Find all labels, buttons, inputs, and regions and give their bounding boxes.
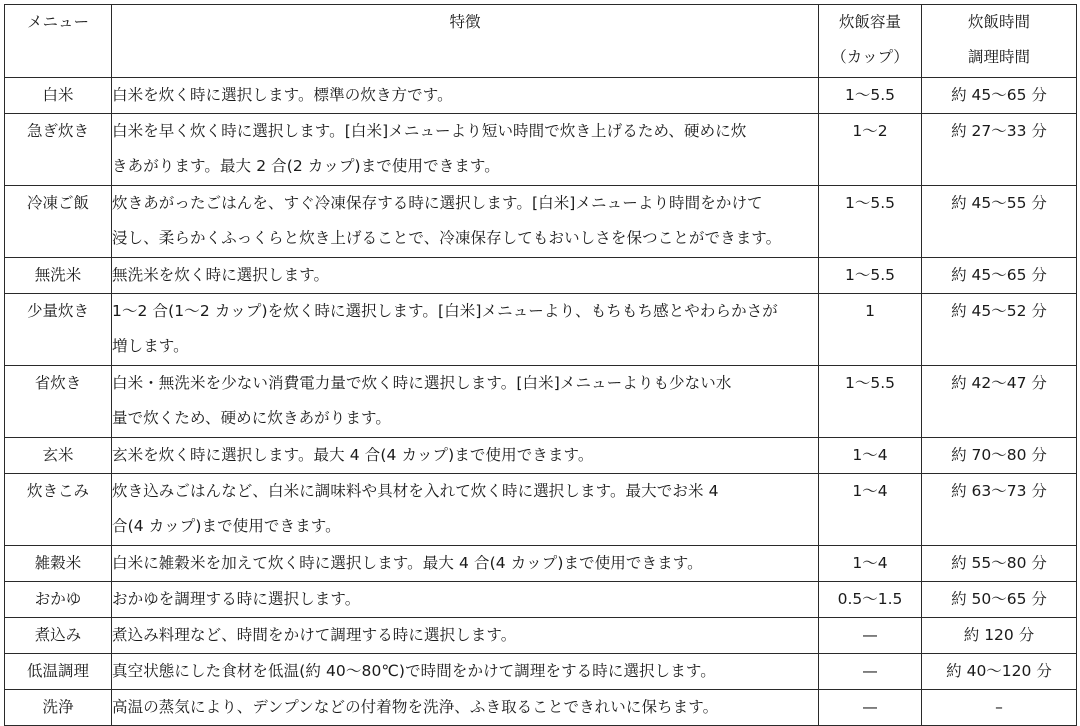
menu-feature: [112, 258, 819, 294]
header-time: [922, 5, 1077, 78]
menu-capacity: 1～5.5: [819, 258, 922, 294]
feature-line: 量で炊くため、硬めに炊きあがります。: [112, 409, 391, 427]
menu-time: 約 42～47 分: [922, 366, 1077, 438]
menu-feature: [112, 366, 819, 438]
menu-capacity: 1: [819, 294, 922, 366]
header-time-line2: 調理時間: [967, 48, 1030, 66]
menu-feature: [112, 186, 819, 258]
feature-line: きあがります。最大 2 合(2 カップ)まで使用できます。: [112, 157, 500, 175]
menu-time: 約 45～55 分: [922, 186, 1077, 258]
header-feature-label: 特徴: [449, 13, 481, 31]
menu-capacity: 1～4: [819, 546, 922, 582]
header-feature: [112, 5, 819, 78]
table-row: [5, 114, 1077, 186]
feature-line: 白米を炊く時に選択します。標準の炊き方です。: [112, 86, 453, 104]
feature-line: 増します。: [112, 337, 189, 355]
menu-name: 少量炊き: [5, 294, 112, 366]
menu-feature: [112, 582, 819, 618]
menu-feature: [112, 654, 819, 690]
menu-time: –: [922, 690, 1077, 726]
menu-capacity: 1～2: [819, 114, 922, 186]
menu-time: 約 40～120 分: [922, 654, 1077, 690]
menu-feature: [112, 78, 819, 114]
menu-capacity: —: [819, 618, 922, 654]
feature-line: 真空状態にした食材を低温(約 40～80℃)で時間をかけて調理をする時に選択します。: [112, 662, 716, 680]
menu-feature: [112, 438, 819, 474]
menu-feature: [112, 114, 819, 186]
header-menu-label: メニュー: [26, 13, 89, 31]
menu-name: 冷凍ご飯: [5, 186, 112, 258]
feature-line: 煮込み料理など、時間をかけて調理する時に選択します。: [112, 626, 517, 644]
menu-feature: [112, 690, 819, 726]
feature-line: 無洗米を炊く時に選択します。: [112, 266, 330, 284]
menu-name: 白米: [5, 78, 112, 114]
table-row: [5, 618, 1077, 654]
table-row: [5, 366, 1077, 438]
table-row: [5, 546, 1077, 582]
header-time-line1: 炊飯時間: [967, 13, 1030, 31]
feature-line: 炊き込みごはんなど、白米に調味料や具材を入れて炊く時に選択します。最大でお米 4: [112, 482, 719, 500]
menu-capacity: 1～4: [819, 474, 922, 546]
feature-line: 合(4 カップ)まで使用できます。: [112, 517, 341, 535]
table-row: [5, 438, 1077, 474]
menu-time: 約 50～65 分: [922, 582, 1077, 618]
menu-time: 約 27～33 分: [922, 114, 1077, 186]
header-capacity-line1: 炊飯容量: [838, 13, 901, 31]
menu-time: 約 70～80 分: [922, 438, 1077, 474]
menu-time: 約 45～65 分: [922, 258, 1077, 294]
header-menu: [5, 5, 112, 78]
menu-feature: [112, 546, 819, 582]
table-row: [5, 654, 1077, 690]
menu-feature: [112, 618, 819, 654]
menu-name: 雑穀米: [5, 546, 112, 582]
menu-capacity: 1～5.5: [819, 366, 922, 438]
menu-name: 煮込み: [5, 618, 112, 654]
header-row: [5, 5, 1077, 78]
menu-capacity: —: [819, 654, 922, 690]
feature-line: 白米・無洗米を少ない消費電力量で炊く時に選択します。[白米]メニューよりも少ない水: [112, 374, 732, 392]
feature-line: 1～2 合(1～2 カップ)を炊く時に選択します。[白米]メニューより、もちもち感とやわらかさが: [112, 302, 778, 320]
menu-time: 約 63～73 分: [922, 474, 1077, 546]
cooking-menu-table: [4, 4, 1077, 726]
menu-time: 約 55～80 分: [922, 546, 1077, 582]
menu-name: おかゆ: [5, 582, 112, 618]
menu-capacity: 1～5.5: [819, 186, 922, 258]
menu-capacity: 1～5.5: [819, 78, 922, 114]
menu-name: 省炊き: [5, 366, 112, 438]
menu-time: 約 45～65 分: [922, 78, 1077, 114]
menu-capacity: 0.5～1.5: [819, 582, 922, 618]
menu-capacity: 1～4: [819, 438, 922, 474]
table-row: [5, 582, 1077, 618]
menu-time: 約 45～52 分: [922, 294, 1077, 366]
table-row: [5, 690, 1077, 726]
table-row: [5, 258, 1077, 294]
menu-name: 無洗米: [5, 258, 112, 294]
table-row: [5, 78, 1077, 114]
menu-feature: [112, 474, 819, 546]
feature-line: 浸し、柔らかくふっくらと炊き上げることで、冷凍保存してもおいしさを保つことができます。: [112, 229, 782, 247]
menu-name: 低温調理: [5, 654, 112, 690]
menu-name: 炊きこみ: [5, 474, 112, 546]
header-capacity-line2: （カップ）: [831, 48, 909, 66]
feature-line: 炊きあがったごはんを、すぐ冷凍保存する時に選択します。[白米]メニューより時間をかけて: [112, 194, 763, 212]
menu-time: 約 120 分: [922, 618, 1077, 654]
feature-line: 白米に雑穀米を加えて炊く時に選択します。最大 4 合(4 カップ)まで使用できます。: [112, 554, 703, 572]
feature-line: 玄米を炊く時に選択します。最大 4 合(4 カップ)まで使用できます。: [112, 446, 594, 464]
menu-capacity: —: [819, 690, 922, 726]
menu-name: 洗浄: [5, 690, 112, 726]
menu-name: 急ぎ炊き: [5, 114, 112, 186]
table-row: [5, 474, 1077, 546]
header-capacity: [819, 5, 922, 78]
feature-line: 白米を早く炊く時に選択します。[白米]メニューより短い時間で炊き上げるため、硬めに炊: [112, 122, 747, 140]
table-row: [5, 186, 1077, 258]
table-row: [5, 294, 1077, 366]
menu-feature: [112, 294, 819, 366]
menu-name: 玄米: [5, 438, 112, 474]
feature-line: おかゆを調理する時に選択します。: [112, 590, 361, 608]
feature-line: 高温の蒸気により、デンプンなどの付着物を洗浄、ふき取ることできれいに保ちます。: [112, 698, 719, 716]
